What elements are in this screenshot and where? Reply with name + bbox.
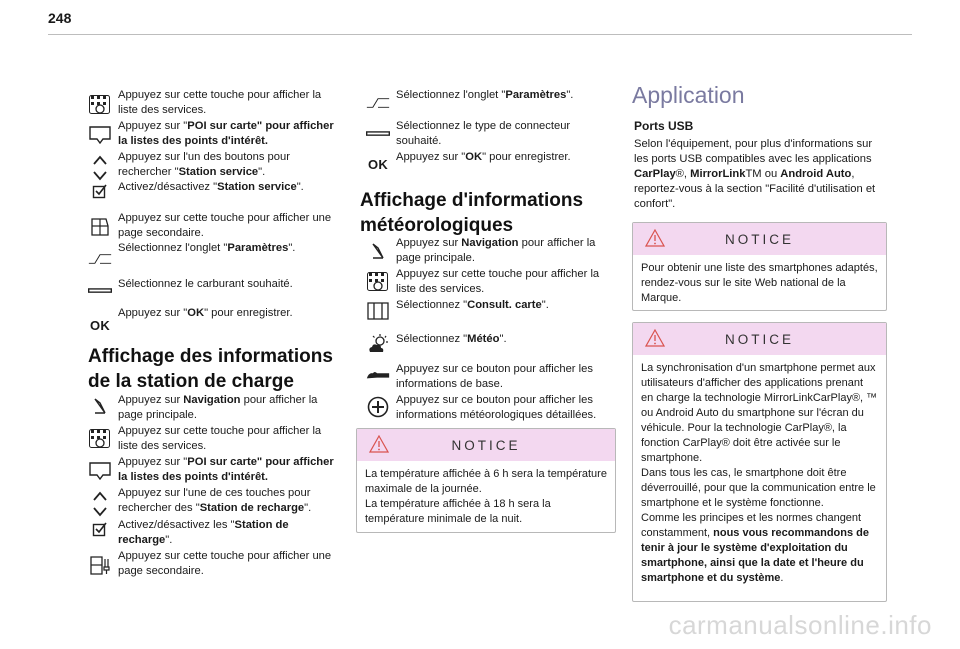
item-text: Appuyez sur cette touche pour afficher une page secondaire. (118, 212, 332, 239)
item-text: Sélectionnez l'onglet "Paramètres". (118, 242, 296, 254)
notice-header (633, 223, 886, 255)
checkbox-icon (88, 518, 112, 540)
notice-body: La température affichée à 6 h sera la température maximale de la journée. La température affichée à 18 h sera la température minimale de la nuit. (365, 468, 607, 525)
page-number: 248 (48, 10, 72, 26)
item-text: Appuyez sur cette touche pour afficher la liste des services. (396, 268, 600, 295)
apps-icon (88, 428, 112, 450)
tab-icon (88, 248, 112, 270)
checkbox-icon (88, 180, 112, 202)
ok-icon: OK (89, 317, 111, 333)
notice-body: La synchronisation d'un smartphone permet aux utilisateurs d'afficher des applications prenant en charge la technologie MirrorLinkCarPlay®, ™ ou Android Auto du smartphone sur l'écran du véhicule. Pour la technologie CarPlay®, la fonction CarPlay® doit être activée sur le smartphone. Dans tous les cas, le smartphone doit être déverrouillé, pour que la communication entre le smartphone et le système fonctionne. Comme les principes et les normes changent constamment, nous vous recommandons de tenir à jour le système d'exploitation du smartphone, ainsi que la date et l'heure du smartphone et du système. (641, 362, 878, 584)
item-text: Appuyez sur l'un des boutons pour rechercher "Station service". (118, 151, 290, 178)
item-text: Appuyez sur cette touche pour afficher la liste des services. (118, 89, 322, 116)
bar-icon (88, 280, 112, 302)
notice-body: Pour obtenir une liste des smartphones adaptés, rendez-vous sur le site Web national de la Marque. (641, 262, 878, 304)
item-text: Sélectionnez "Météo". (396, 333, 507, 345)
item-text: Appuyez sur "OK" pour enregistrer. (118, 307, 293, 319)
tab-icon (366, 92, 390, 114)
notice-box (632, 222, 887, 311)
item-text: Appuyez sur "OK" pour enregistrer. (396, 151, 571, 163)
item-text: Appuyez sur "POI sur carte" pour afficher la listes des points d'intérêt. (118, 456, 334, 483)
item-text: Sélectionnez le type de connecteur souhaité. (396, 120, 571, 147)
item-text: Sélectionnez l'onglet "Paramètres". (396, 89, 574, 101)
item-text: Appuyez sur ce bouton pour afficher les informations météorologiques détaillées. (396, 394, 597, 421)
item-text: Sélectionnez le carburant souhaité. (118, 278, 293, 290)
warning-icon (369, 435, 389, 458)
watermark: carmanualsonline.info (668, 610, 932, 640)
apps-icon (88, 94, 112, 116)
poi-map-icon (88, 459, 112, 481)
map-icon (366, 300, 390, 322)
notice-header (633, 323, 886, 355)
car-doors-icon (88, 216, 112, 238)
notice-title: NOTICE (724, 331, 794, 347)
poi-map-icon (88, 123, 112, 145)
section-title: Application (632, 82, 745, 108)
item-text: Sélectionnez "Consult. carte". (396, 299, 549, 311)
ok-icon: OK (367, 156, 389, 172)
section-heading: Affichage d'informations météorologiques (360, 190, 584, 236)
bar-icon (366, 123, 390, 145)
subsection-title: Ports USB (634, 119, 694, 133)
apps-icon (366, 271, 390, 293)
basic-info-icon (366, 364, 390, 386)
item-text: Appuyez sur cette touche pour afficher la liste des services. (118, 425, 322, 452)
plus-circle-icon (366, 396, 390, 418)
section-heading: Affichage des informations de la station de charge (88, 346, 333, 392)
item-text: Appuyez sur Navigation pour afficher la page principale. (118, 394, 318, 421)
warning-icon (645, 329, 665, 352)
item-text: Activez/désactivez les "Station de recharge". (118, 519, 289, 546)
item-text: Appuyez sur cette touche pour afficher une page secondaire. (118, 550, 332, 577)
notice-box (356, 428, 616, 533)
item-text: Appuyez sur ce bouton pour afficher les informations de base. (396, 363, 593, 390)
navigation-icon (366, 240, 390, 262)
notice-header (357, 429, 615, 461)
notice-title: NOTICE (724, 231, 794, 247)
item-text: Appuyez sur "POI sur carte" pour afficher la listes des points d'intérêt. (118, 120, 334, 147)
notice-box (632, 322, 887, 602)
usb-paragraph: Selon l'équipement, pour plus d'informations sur les ports USB compatibles avec les applications CarPlay®, MirrorLinkTM ou Android Auto, reportez-vous à la section "Facilité d'utilisation et confort". (634, 138, 876, 210)
item-text: Activez/désactivez "Station service". (118, 181, 304, 193)
notice-title: NOTICE (451, 437, 521, 453)
item-text: Appuyez sur Navigation pour afficher la page principale. (396, 237, 596, 264)
warning-icon (645, 229, 665, 252)
item-text: Appuyez sur l'une de ces touches pour rechercher des "Station de recharge". (118, 487, 312, 514)
navigation-icon (88, 395, 112, 417)
top-divider (48, 34, 912, 35)
charging-car-icon (88, 554, 112, 576)
weather-icon (366, 334, 390, 356)
